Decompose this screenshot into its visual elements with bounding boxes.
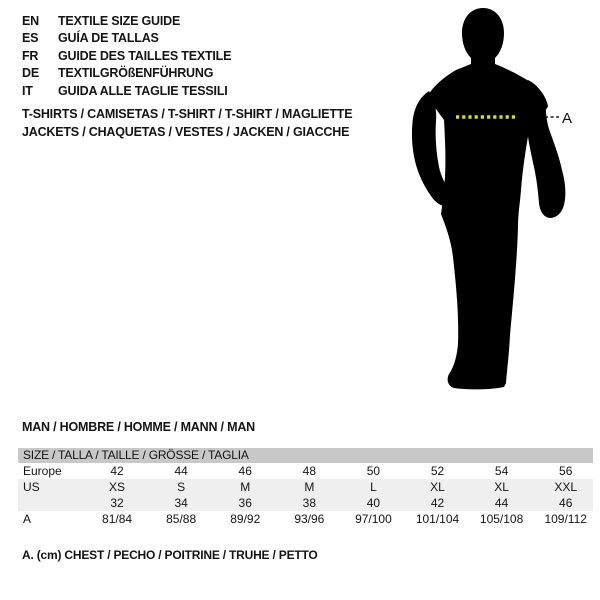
size-cell: 109/112 xyxy=(544,512,587,526)
size-cell: M xyxy=(304,480,315,494)
size-table-header: SIZE / TALLA / TAILLE / GRÖSSE / TAGLIA xyxy=(18,448,593,463)
size-cell: 54 xyxy=(494,464,509,478)
language-label: GUIDA ALLE TAGLIE TESSILI xyxy=(58,83,228,98)
category-list xyxy=(22,105,352,141)
size-cell: 36 xyxy=(238,496,252,510)
size-cell: 44 xyxy=(494,496,509,510)
size-cell: 101/104 xyxy=(415,512,460,526)
size-cell: S xyxy=(177,480,186,494)
table-row-us-letter xyxy=(18,479,598,495)
chest-marker-label: A xyxy=(562,110,573,127)
size-cell: 89/92 xyxy=(230,512,261,526)
size-cell: 52 xyxy=(430,464,445,478)
size-cell: XXL xyxy=(554,480,578,494)
size-cell: 50 xyxy=(366,464,381,478)
size-cell: 48 xyxy=(302,464,316,478)
size-cell: 97/100 xyxy=(355,512,392,526)
size-cell: 44 xyxy=(174,464,188,478)
language-row-fr xyxy=(22,47,231,65)
language-code: EN xyxy=(22,13,39,28)
size-cell: L xyxy=(370,480,377,494)
language-label: TEXTILE SIZE GUIDE xyxy=(58,13,181,28)
size-cell: 46 xyxy=(238,464,252,478)
language-row-en xyxy=(22,12,231,30)
section-title-man: MAN / HOMBRE / HOMME / MANN / MAN xyxy=(22,420,255,434)
language-row-de xyxy=(22,65,231,83)
size-cell: 38 xyxy=(302,496,316,510)
language-code: ES xyxy=(22,31,39,46)
language-label: TEXTILGRÖßENFÜHRUNG xyxy=(58,66,214,81)
size-cell: 40 xyxy=(366,496,381,510)
table-row-europe xyxy=(18,463,598,479)
size-cell: 93/96 xyxy=(294,512,325,526)
size-cell: XL xyxy=(430,480,445,494)
size-cell: 56 xyxy=(559,464,573,478)
row-label: A xyxy=(23,512,32,526)
language-code: DE xyxy=(22,66,39,81)
size-table xyxy=(18,448,598,527)
language-code: IT xyxy=(22,83,33,98)
row-label: Europe xyxy=(23,464,62,478)
size-cell: XL xyxy=(494,480,509,494)
table-row-chest-cm xyxy=(18,511,598,527)
size-cell: 32 xyxy=(110,496,124,510)
language-list xyxy=(22,12,231,100)
row-label: US xyxy=(23,480,40,494)
man-silhouette-figure xyxy=(400,0,600,400)
category-tshirts: T-SHIRTS / CAMISETAS / T-SHIRT / T-SHIRT / MAGLIETTE xyxy=(22,107,353,121)
size-cell: 105/108 xyxy=(479,512,524,526)
language-label: GUIDE DES TAILLES TEXTILE xyxy=(58,48,232,63)
table-row-us-number xyxy=(18,495,598,511)
size-cell: M xyxy=(240,480,251,494)
category-jackets: JACKETS / CHAQUETAS / VESTES / JACKEN / GIACCHE xyxy=(22,125,350,139)
language-row-es xyxy=(22,30,231,48)
man-silhouette-svg xyxy=(400,0,600,400)
size-cell: XS xyxy=(109,480,126,494)
measurement-footnote: A. (cm) CHEST / PECHO / POITRINE / TRUHE / PETTO xyxy=(22,548,318,562)
size-cell: 42 xyxy=(430,496,445,510)
language-label: GUÍA DE TALLAS xyxy=(58,31,159,46)
size-cell: 34 xyxy=(174,496,188,510)
size-cell: 85/88 xyxy=(166,512,197,526)
language-code: FR xyxy=(22,48,39,63)
size-cell: 42 xyxy=(110,464,124,478)
language-row-it xyxy=(22,82,231,100)
size-cell: 46 xyxy=(559,496,573,510)
size-cell: 81/84 xyxy=(102,512,133,526)
